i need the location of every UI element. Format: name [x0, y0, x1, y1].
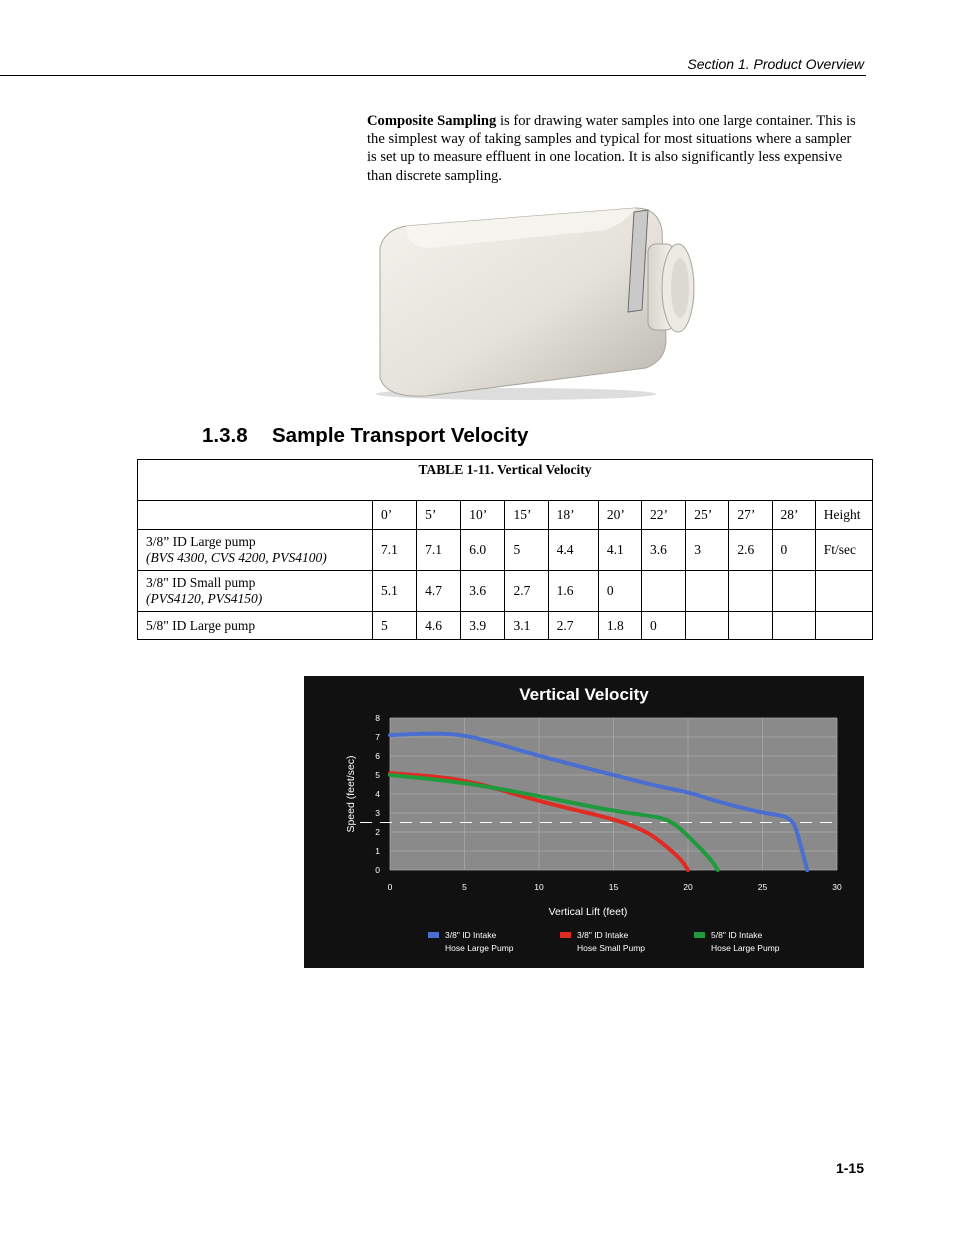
page-number: 1-15	[835, 1160, 864, 1176]
composite-container-photo	[366, 200, 706, 400]
x-tick-label: 10	[534, 882, 544, 892]
table-cell	[686, 612, 729, 640]
x-tick-label: 5	[462, 882, 467, 892]
x-tick-label: 30	[832, 882, 842, 892]
y-axis-label: Speed (feet/sec)	[345, 755, 357, 833]
table-cell: 2.6	[729, 530, 772, 571]
row-name: 3/8” ID Large pump	[146, 534, 256, 549]
table-cell	[729, 612, 772, 640]
running-header: Section 1. Product Overview	[687, 56, 864, 72]
table-cell: 5	[372, 612, 416, 640]
vertical-velocity-chart	[304, 676, 864, 968]
header-cell: 18’	[548, 501, 598, 530]
legend-swatch	[694, 932, 705, 938]
intro-term: Composite Sampling	[367, 113, 497, 129]
legend-label: 3/8" ID Intake	[445, 930, 497, 940]
legend-swatch	[428, 932, 439, 938]
row-label	[138, 612, 373, 640]
table-caption: TABLE 1-11. Vertical Velocity	[138, 460, 873, 501]
table-cell	[815, 571, 872, 612]
table-cell: 3	[686, 530, 729, 571]
legend-label: 5/8" ID Intake	[711, 930, 763, 940]
header-cell: 22’	[642, 501, 686, 530]
x-tick-label: 15	[608, 882, 619, 892]
table-cell: 1.8	[598, 612, 641, 640]
table-cell: 4.7	[417, 571, 461, 612]
table-cell: 2.7	[548, 612, 598, 640]
header-cell: Height	[815, 501, 872, 530]
header-cell: 15’	[505, 501, 548, 530]
table-cell	[642, 571, 686, 612]
table-cell: 5.1	[372, 571, 416, 612]
table-cell: 5	[505, 530, 548, 571]
x-axis-label: Vertical Lift (feet)	[548, 906, 628, 918]
table-cell: 1.6	[548, 571, 598, 612]
section-title: Sample Transport Velocity	[272, 424, 529, 447]
table-cell: 3.1	[505, 612, 548, 640]
table-cell	[772, 571, 815, 612]
table-cell: 7.1	[417, 530, 461, 571]
table-cell: 4.1	[598, 530, 641, 571]
y-tick-label: 2	[375, 827, 380, 837]
x-tick-label: 0	[387, 882, 393, 892]
chart-title: Vertical Velocity	[519, 685, 649, 704]
intro-text: is for drawing water samples into one large container. This is the simplest way of taking samples and typical for most situations where a sampler is set up to measure effluent in one location. It is also significantly less expensive than discrete sampling.	[367, 113, 856, 184]
x-tick-label: 25	[757, 882, 768, 892]
row-label	[138, 571, 373, 612]
row-models: (BVS 4300, CVS 4200, PVS4100)	[146, 550, 327, 565]
table-cell	[686, 571, 729, 612]
section-number: 1.3.8	[202, 424, 248, 447]
y-tick-label: 6	[375, 751, 380, 761]
row-name: 3/8" ID Small pump	[146, 575, 256, 590]
header-cell: 0’	[372, 501, 416, 530]
table-cell: 0	[598, 571, 641, 612]
table-cell	[772, 612, 815, 640]
section-heading	[202, 424, 528, 448]
table-row	[138, 530, 873, 571]
y-tick-label: 4	[375, 789, 380, 799]
y-tick-label: 3	[375, 808, 380, 818]
header-cell: 28’	[772, 501, 815, 530]
y-tick-label: 5	[375, 770, 380, 780]
y-tick-label: 0	[375, 865, 380, 875]
header-cell: 27’	[729, 501, 772, 530]
table-cell: 3.6	[461, 571, 505, 612]
header-rule	[0, 75, 866, 76]
row-name: 5/8" ID Large pump	[146, 617, 256, 633]
table-cell: 3.6	[642, 530, 686, 571]
table-cell: 7.1	[372, 530, 416, 571]
table-cell: 4.4	[548, 530, 598, 571]
y-tick-label: 1	[375, 846, 380, 856]
row-models: (PVS4120, PVS4150)	[146, 591, 263, 606]
table-cell: 3.9	[461, 612, 505, 640]
legend-label: Hose Large Pump	[711, 943, 780, 953]
table-cell: 4.6	[417, 612, 461, 640]
header-cell	[138, 501, 373, 530]
vertical-velocity-table	[137, 459, 873, 640]
legend-label: 3/8" ID Intake	[577, 930, 629, 940]
table-cell: 6.0	[461, 530, 505, 571]
row-label	[138, 530, 373, 571]
table-header-row	[138, 501, 873, 530]
legend-label: Hose Small Pump	[577, 943, 646, 953]
table-cell: 0	[642, 612, 686, 640]
table-row	[138, 571, 873, 612]
table-cell	[729, 571, 772, 612]
intro-paragraph	[367, 112, 857, 185]
legend-label: Hose Large Pump	[445, 943, 514, 953]
table-cell: Ft/sec	[815, 530, 872, 571]
y-tick-label: 8	[375, 713, 380, 723]
x-tick-label: 20	[683, 882, 693, 892]
header-cell: 20’	[598, 501, 641, 530]
table-row	[138, 612, 873, 640]
table-cell	[815, 612, 872, 640]
header-cell: 10’	[461, 501, 505, 530]
table-cell: 2.7	[505, 571, 548, 612]
header-cell: 5’	[417, 501, 461, 530]
y-tick-label: 7	[375, 732, 380, 742]
table-cell: 0	[772, 530, 815, 571]
header-cell: 25’	[686, 501, 729, 530]
legend-swatch	[560, 932, 571, 938]
